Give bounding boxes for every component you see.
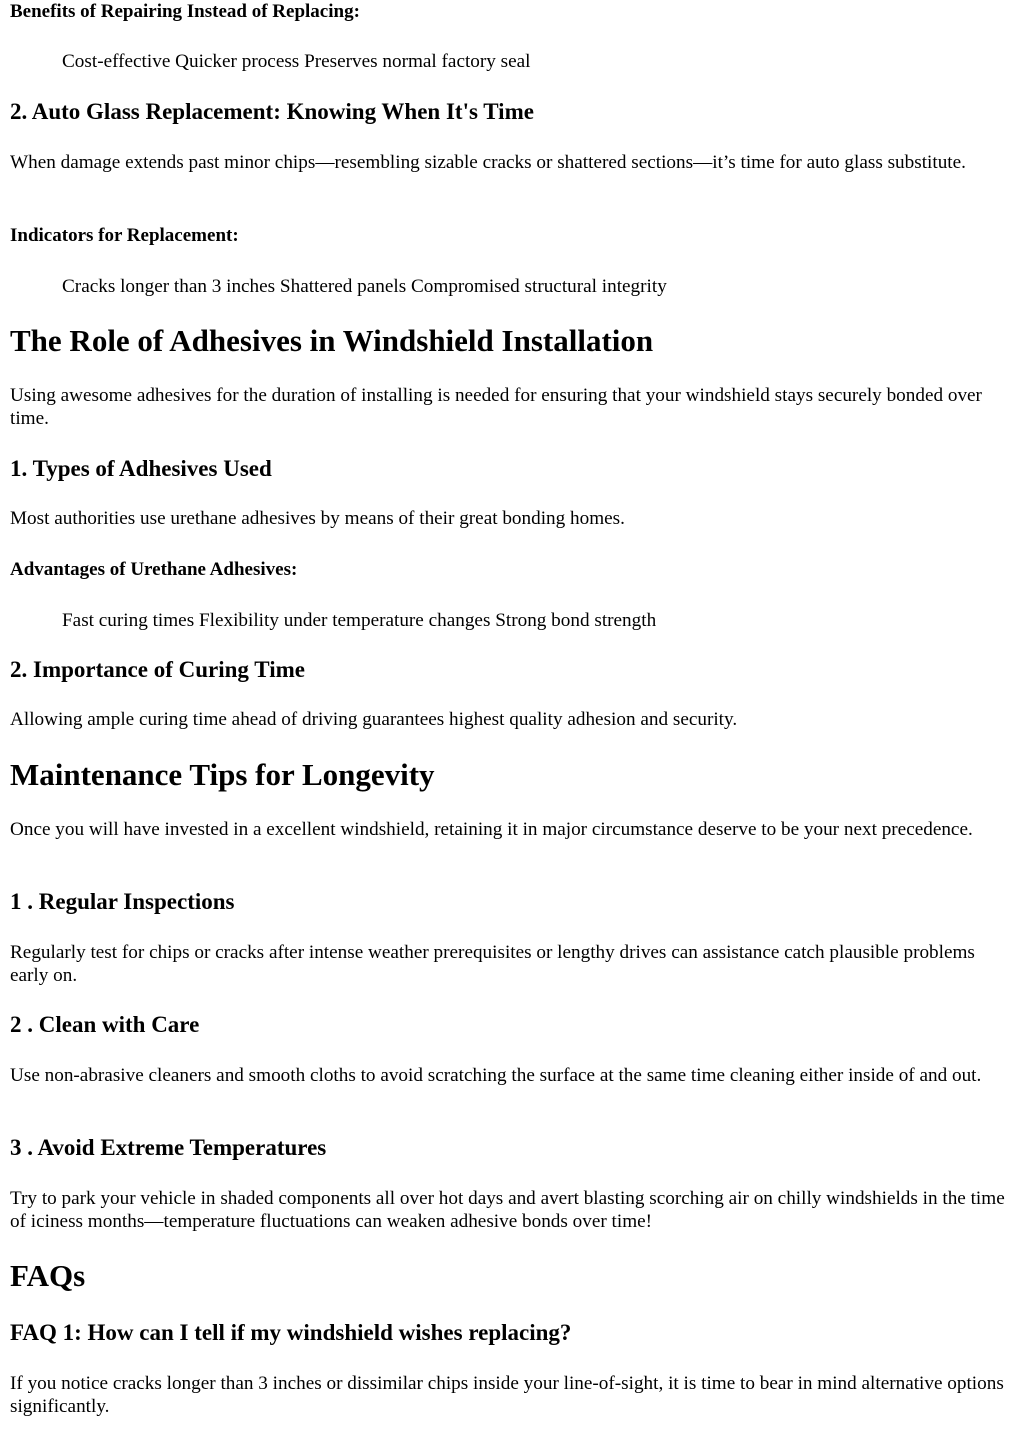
indicators-list: Cracks longer than 3 inches Shattered panels Compromised structural integrity <box>62 276 667 297</box>
faq1-answer: If you notice cracks longer than 3 inches or dissimilar chips inside your line-of-sight, it is time to bear in mind alternative options significantly. <box>10 1373 1004 1417</box>
inspections-heading: 1 . Regular Inspections <box>10 889 235 914</box>
clean-paragraph: Use non-abrasive cleaners and smooth cloths to avoid scratching the surface at the same time cleaning either inside of and out. <box>10 1065 982 1086</box>
maintenance-paragraph: Once you will have invested in a excellent windshield, retaining it in major circumstance deserve to be your next precedence. <box>10 819 973 840</box>
faqs-title: FAQs <box>10 1258 86 1293</box>
faq1-question: FAQ 1: How can I tell if my windshield wishes replacing? <box>10 1320 572 1345</box>
advantages-heading: Advantages of Urethane Adhesives: <box>10 559 298 580</box>
indicators-heading: Indicators for Replacement: <box>10 225 239 246</box>
replacement-heading: 2. Auto Glass Replacement: Knowing When It's Time <box>10 99 534 124</box>
temperatures-paragraph: Try to park your vehicle in shaded components all over hot days and avert blasting scorching air on chilly windshields in the time of iciness months—temperature fluctuations can weaken adhesive bonds over time! <box>10 1188 1005 1232</box>
advantages-list: Fast curing times Flexibility under temperature changes Strong bond strength <box>62 610 657 631</box>
curing-heading: 2. Importance of Curing Time <box>10 657 305 682</box>
types-heading: 1. Types of Adhesives Used <box>10 456 272 481</box>
clean-heading: 2 . Clean with Care <box>10 1012 200 1037</box>
benefits-heading: Benefits of Repairing Instead of Replacing: <box>10 1 360 22</box>
adhesives-paragraph: Using awesome adhesives for the duration of installing is needed for ensuring that your windshield stays securely bonded over time. <box>10 385 982 429</box>
types-paragraph: Most authorities use urethane adhesives by means of their great bonding homes. <box>10 508 625 529</box>
benefits-list: Cost-effective Quicker process Preserves normal factory seal <box>62 51 531 72</box>
adhesives-title: The Role of Adhesives in Windshield Installation <box>10 323 654 358</box>
replacement-paragraph: When damage extends past minor chips—resembling sizable cracks or shattered sections—it’s time for auto glass substitute. <box>10 152 966 173</box>
inspections-paragraph: Regularly test for chips or cracks after intense weather prerequisites or lengthy drives can assistance catch plausible problems early on. <box>10 942 975 986</box>
maintenance-title: Maintenance Tips for Longevity <box>10 757 435 792</box>
curing-paragraph: Allowing ample curing time ahead of driving guarantees highest quality adhesion and security. <box>10 709 738 730</box>
temperatures-heading: 3 . Avoid Extreme Temperatures <box>10 1135 327 1160</box>
